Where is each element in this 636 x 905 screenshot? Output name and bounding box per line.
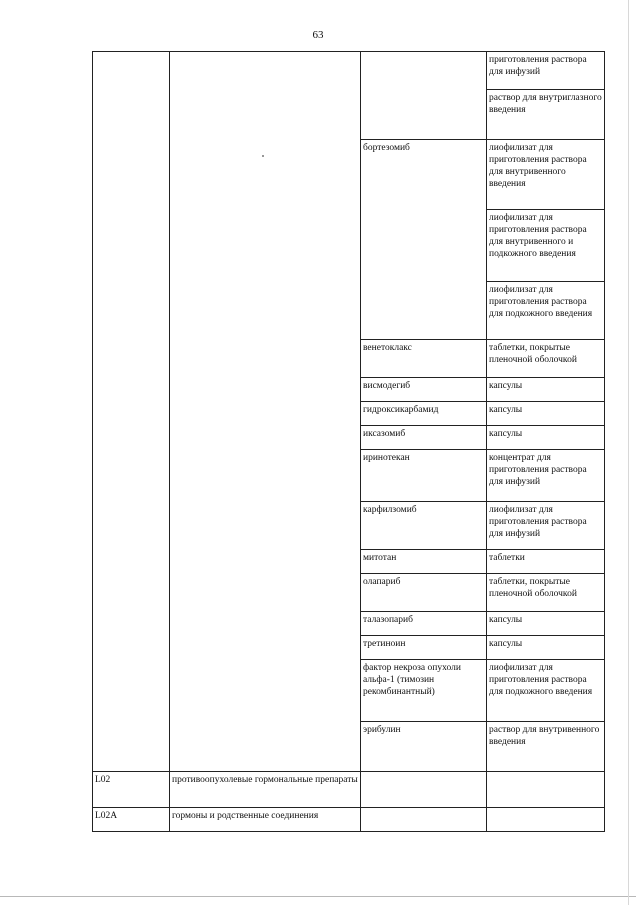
dosage-form-cell: лиофилизат для приготовления раствора для внутривенного и подкожного введения [487, 210, 605, 282]
drug-name-cell: бортезомиб [361, 140, 487, 340]
dosage-form-cell: таблетки [487, 550, 605, 574]
dosage-form-cell: капсулы [487, 378, 605, 402]
dosage-form-cell [487, 808, 605, 832]
dosage-form-cell: капсулы [487, 402, 605, 426]
drug-name-cell: эрибулин [361, 722, 487, 772]
drug-name-cell: гидроксикарбамид [361, 402, 487, 426]
table-row [93, 52, 605, 90]
drug-name-cell: висмодегиб [361, 378, 487, 402]
group-name-cell [170, 52, 361, 772]
drug-name-cell: олапариб [361, 574, 487, 612]
drug-name-cell [361, 772, 487, 808]
dosage-form-cell: лиофилизат для приготовления раствора для внутривенного введения [487, 140, 605, 210]
dosage-form-cell: лиофилизат для приготовления раствора для инфузий [487, 502, 605, 550]
table-row [93, 772, 605, 808]
drug-name-cell: третиноин [361, 636, 487, 660]
atc-code-cell: L02 [93, 772, 170, 808]
dosage-form-cell: раствор для внутриглазного введения [487, 90, 605, 140]
drug-name-cell: митотан [361, 550, 487, 574]
drug-name-cell: талазопариб [361, 612, 487, 636]
drug-name-cell: карфилзомиб [361, 502, 487, 550]
drug-table [92, 51, 605, 832]
dosage-form-cell: лиофилизат для приготовления раствора для подкожного введения [487, 660, 605, 722]
group-name-cell: противоопухолевые гормональные препараты [170, 772, 361, 808]
dosage-form-cell: капсулы [487, 426, 605, 450]
scan-edge-bottom [0, 896, 636, 897]
table-row [93, 808, 605, 832]
dosage-form-cell: приготовления раствора для инфузий [487, 52, 605, 90]
scan-edge-right [628, 0, 629, 905]
dosage-form-cell: таблетки, покрытые пленочной оболочкой [487, 340, 605, 378]
drug-name-cell [361, 52, 487, 140]
dosage-form-cell [487, 772, 605, 808]
drug-name-cell: иринотекан [361, 450, 487, 502]
drug-name-cell [361, 808, 487, 832]
dosage-form-cell: концентрат для приготовления раствора для инфузий [487, 450, 605, 502]
dosage-form-cell: капсулы [487, 612, 605, 636]
drug-name-cell: венетоклакс [361, 340, 487, 378]
atc-code-cell [93, 52, 170, 772]
atc-code-cell: L02A [93, 808, 170, 832]
drug-name-cell: иксазомиб [361, 426, 487, 450]
group-name-cell: гормоны и родственные соединения [170, 808, 361, 832]
dosage-form-cell: капсулы [487, 636, 605, 660]
dosage-form-cell: таблетки, покрытые пленочной оболочкой [487, 574, 605, 612]
dosage-form-cell: лиофилизат для приготовления раствора для подкожного введения [487, 282, 605, 340]
drug-name-cell: фактор некроза опухоли альфа-1 (тимозин рекомбинантный) [361, 660, 487, 722]
dosage-form-cell: раствор для внутривенного введения [487, 722, 605, 772]
page-number: 63 [312, 29, 324, 41]
